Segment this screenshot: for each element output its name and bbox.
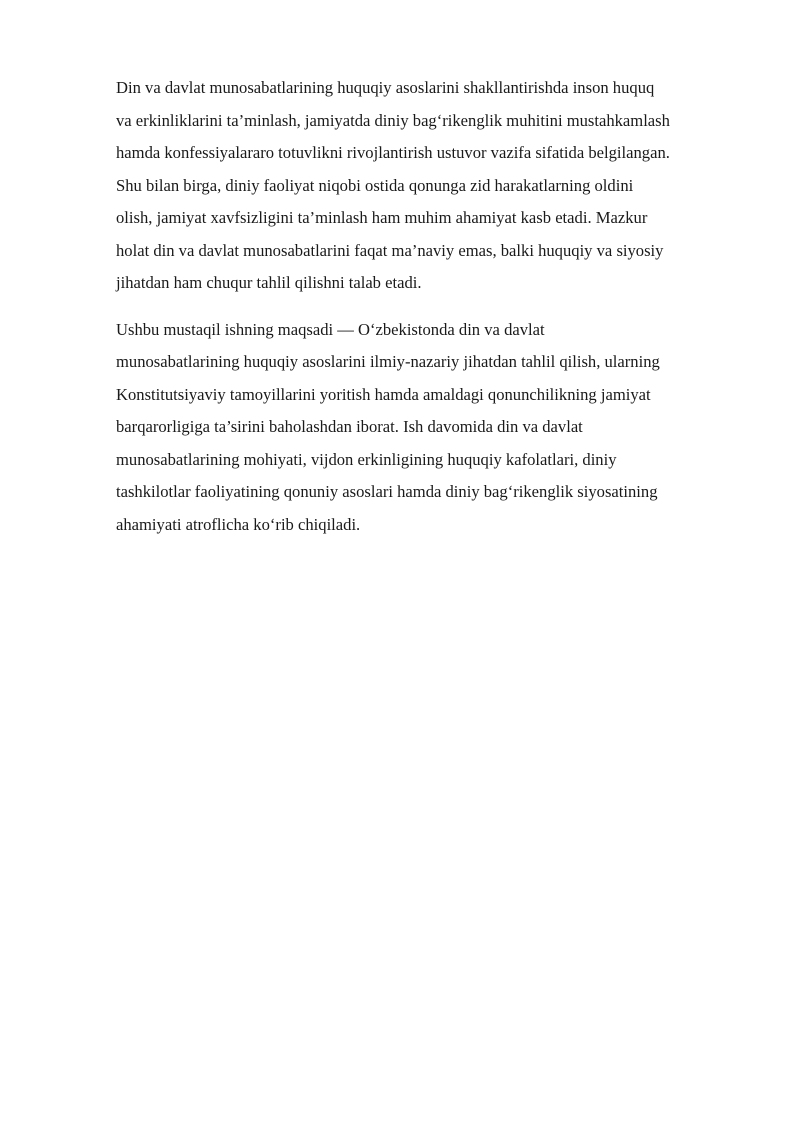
text-line: tashkilotlar faoliyatining qonuniy asoslari hamda diniy bag‘rikenglik siyosatining — [116, 482, 658, 501]
text-line: barqarorligiga ta’sirini baholashdan iborat. Ish davomida din va davlat — [116, 417, 583, 436]
text-line: Ushbu mustaqil ishning maqsadi — O‘zbekistonda din va davlat — [116, 319, 545, 339]
text-line: olish, jamiyat xavfsizligini ta’minlash ham muhim ahamiyat kasb etadi. Mazkur — [116, 208, 648, 227]
text-line: munosabatlarining mohiyati, vijdon erkinligining huquqiy kafolatlari, diniy — [116, 449, 617, 469]
text-line: hamda konfessiyalararo totuvlikni rivojlantirish ustuvor vazifa sifatida belgilangan. — [116, 143, 670, 162]
paragraph-1 — [116, 72, 746, 300]
text-line: Shu bilan birga, diniy faoliyat niqobi ostida qonunga zid harakatlarning oldini — [116, 175, 634, 195]
document-body — [116, 72, 746, 555]
paragraph-2 — [116, 314, 746, 542]
text-line: Konstitutsiyaviy tamoyillarini yoritish hamda amaldagi qonunchilikning jamiyat — [116, 384, 651, 404]
text-line: munosabatlarining huquqiy asoslarini ilmiy-nazariy jihatdan tahlil qilish, ularning — [116, 352, 660, 371]
text-line: ahamiyati atroflicha ko‘rib chiqiladi. — [116, 514, 361, 534]
text-line: jihatdan ham chuqur tahlil qilishni talab etadi. — [116, 273, 422, 292]
text-line: Din va davlat munosabatlarining huquqiy asoslarini shakllantirishda inson huquq — [116, 78, 655, 97]
text-line: va erkinliklarini ta’minlash, jamiyatda diniy bag‘rikenglik muhitini mustahkamlash — [116, 110, 670, 130]
text-line: holat din va davlat munosabatlarini faqat ma’naviy emas, balki huquqiy va siyosiy — [116, 240, 664, 260]
